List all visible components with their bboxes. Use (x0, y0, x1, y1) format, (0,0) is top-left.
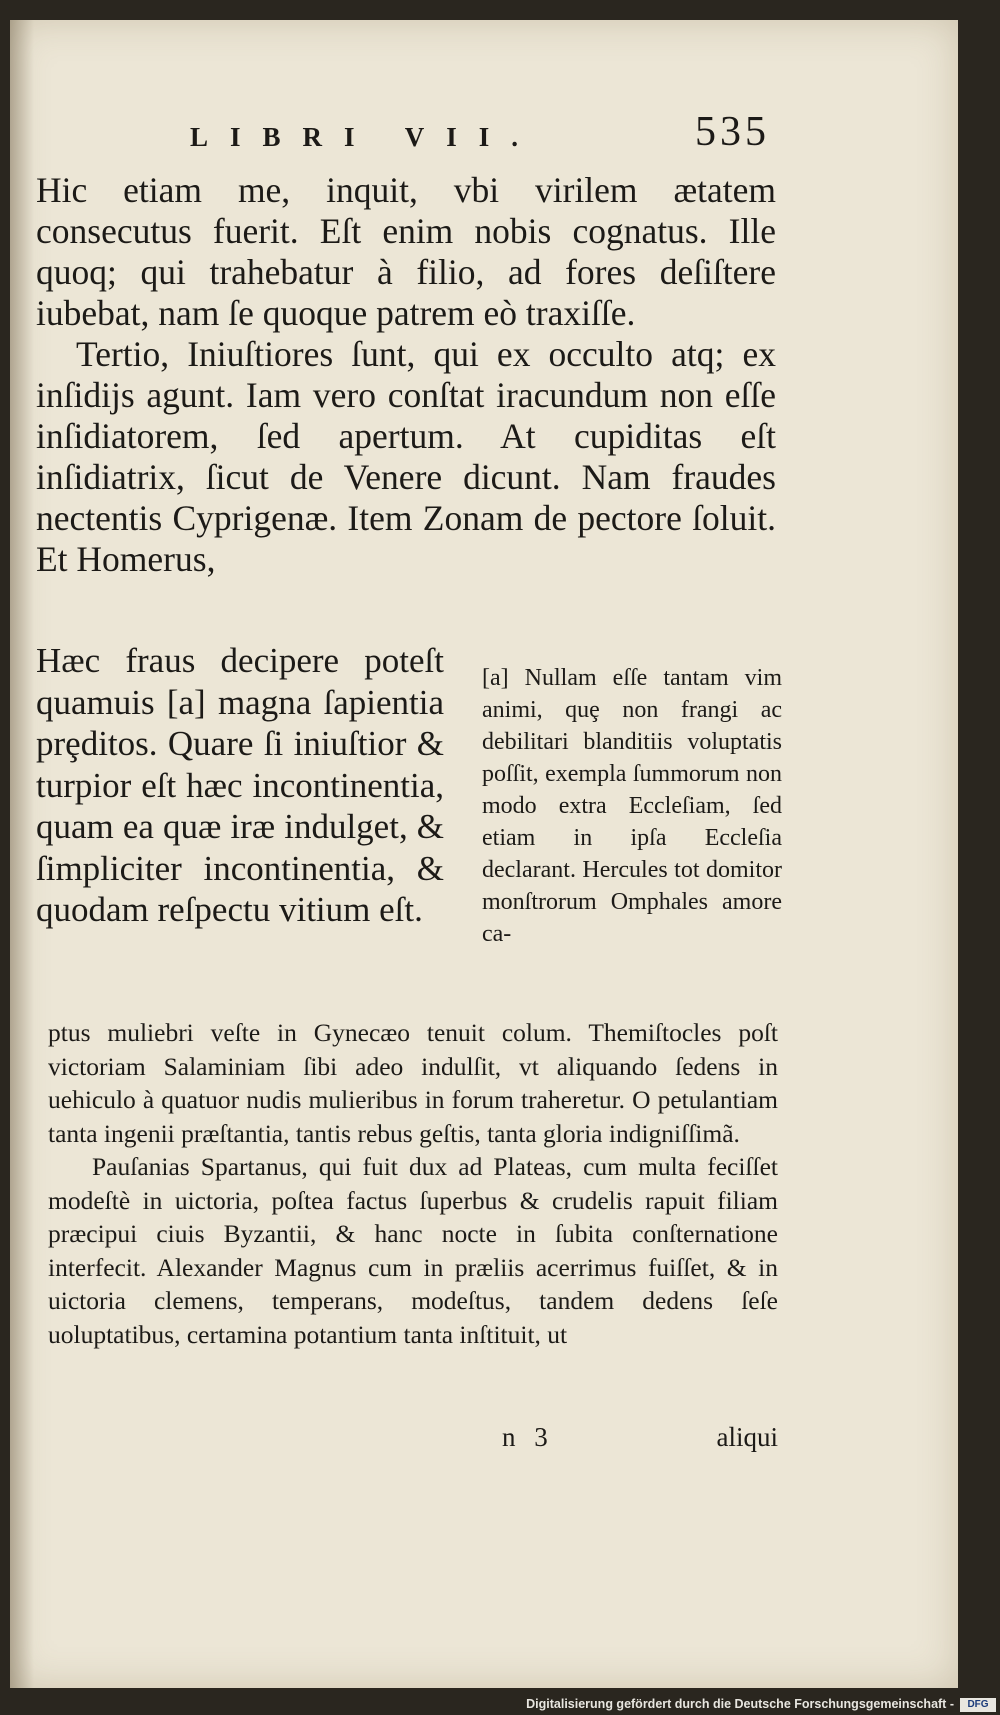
book-page (10, 20, 958, 1688)
running-head-title: LIBRI VII. (190, 122, 541, 152)
lower-text (48, 1016, 778, 1351)
running-head (190, 108, 770, 158)
marginal-note-text: [a] Nullam eſſe tantam vim animi, quȩ non frangi ac debilitari blanditiis voluptatis poſſit, exempla ſummorum non modo extra Eccleſiam, ſed etiam in ipſa Eccleſia declarant. Hercules tot domitor monſtrorum Omphales amore ca- (482, 665, 782, 947)
left-column-text: Hæc fraus decipere poteſt quamuis [a] magna ſapientia prȩditos. Quare ſi iniuſtior & turpior eſt hæc incontinentia, quam ea quæ iræ indulget, & ſimpliciter incontinentia, & quodam reſpectu vitium eſt. (36, 641, 444, 929)
page-number: 535 (695, 109, 770, 155)
left-column (36, 640, 444, 931)
main-paragraph-1: Hic etiam me, inquit, vbi virilem ætatem consecutus fuerit. Eſt enim nobis cognatus. Ille quoq; qui trahebatur à filio, ad fores deſiſtere iubebat, nam ſe quoque patrem eò traxiſſe. (36, 170, 776, 333)
main-paragraph-2: Tertio, Iniuſtiores ſunt, qui ex occulto atq; ex inſidijs agunt. Iam vero conſtat iracundum non eſſe inſidiatorem, ſed apertum. At cupiditas eſt inſidiatrix, ſicut de Venere dicunt. Nam fraudes nectentis Cyprigenæ. Item Zonam de pectore ſoluit. Et Homerus, (36, 334, 776, 579)
lower-paragraph-1: ptus muliebri veſte in Gynecæo tenuit colum. Themiſtocles poſt victoriam Salaminiam ſibi adeo indulſit, vt aliquando ſedens in uehiculo à quatuor nudis mulieribus in forum traheretur. O petulantiam tanta ingenii præſtantia, tantis rebus geſtis, tanta gloria indigniſſimã. (48, 1018, 778, 1148)
signature-mark: n 3 (502, 1422, 554, 1452)
lower-paragraph-2: Pauſanias Spartanus, qui fuit dux ad Plateas, cum multa feciſſet modeſtè in uictoria, poſtea factus ſuperbus & crudelis rapuit filiam præcipui ciuis Byzantii, & hanc nocte in ſubita conſternatione interfecit. Alexander Magnus cum in præliis acerrimus fuiſſet, & in uictoria clemens, temperans, modeſtus, tandem dedens ſeſe uoluptatibus, certamina potantium tanta inſtituit, ut (48, 1152, 778, 1349)
main-text (36, 170, 776, 580)
digitization-credit: Digitalisierung gefördert durch die Deutsche Forschungsgemeinschaft - (526, 1697, 954, 1711)
dfg-logo: DFG (960, 1698, 996, 1712)
page-footer (210, 1422, 778, 1462)
marginal-note (482, 662, 782, 950)
catchword: aliqui (716, 1422, 778, 1452)
two-column-block (36, 640, 782, 1000)
